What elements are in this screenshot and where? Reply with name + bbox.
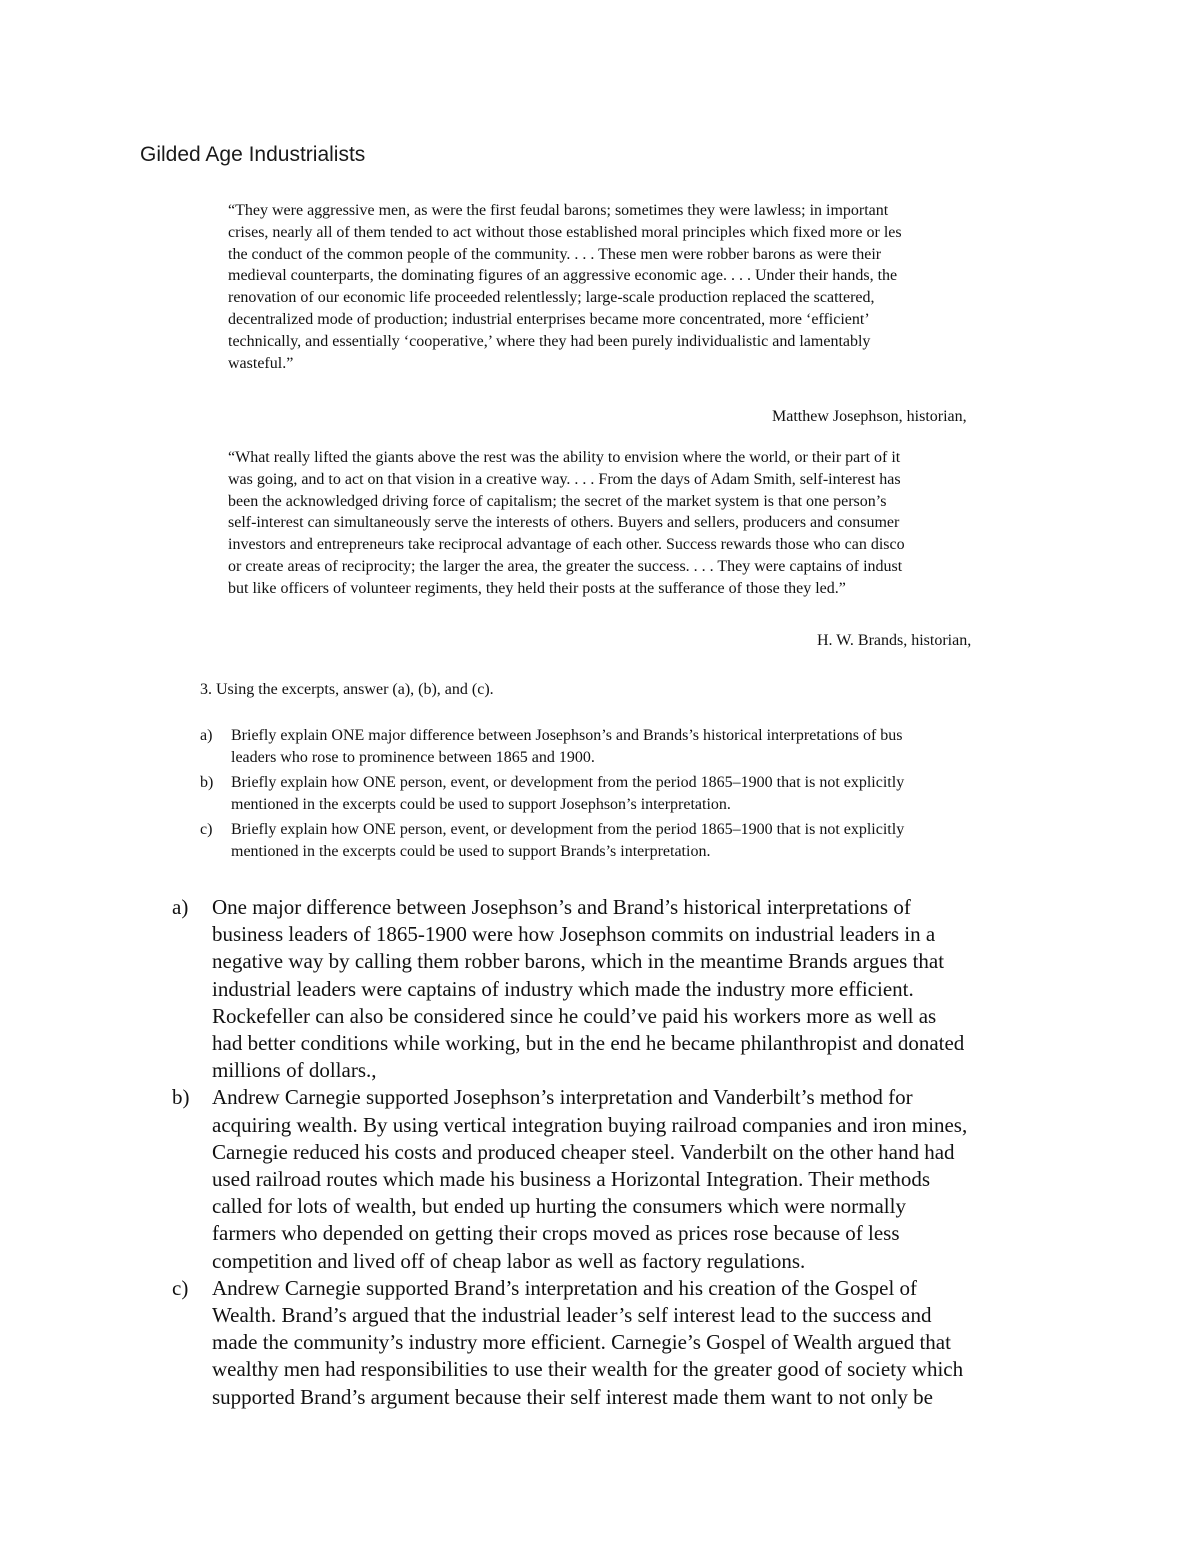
excerpt-line: “What really lifted the giants above the rest was the ability to envision where the world, or their part of it: [228, 449, 901, 466]
excerpt-line: but like officers of volunteer regiments, they held their posts at the sufferance of those they led.”: [228, 579, 846, 597]
prompt-a: [200, 725, 1004, 769]
excerpt-line: crises, nearly all of them tended to act without those established moral principles which fixed more or les: [228, 223, 902, 241]
excerpt-line: was going, and to act on that vision in a creative way. . . . From the days of Adam Smith, self-interest has: [228, 470, 901, 488]
answer-c: [172, 1275, 1072, 1411]
answer-b: [172, 1084, 1072, 1274]
prompt-marker: c): [200, 821, 213, 838]
excerpt-line: wasteful.”: [228, 354, 294, 372]
prompt-line: Briefly explain how ONE person, event, or development from the period 1865–1900 that is not explicitly: [231, 774, 905, 791]
answer-line: Andrew Carnegie supported Josephson’s interpretation and Vanderbilt’s method for: [212, 1085, 913, 1110]
answer-marker: c): [172, 1275, 189, 1300]
answer-line: competition and lived off of cheap labor as well as factory regulations.: [212, 1248, 806, 1273]
answer-line: had better conditions while working, but in the end he became philanthropist and donated: [212, 1031, 965, 1056]
answer-line: wealthy men had responsibilities to use their wealth for the greater good of society which: [212, 1357, 964, 1382]
question-prompts: [200, 725, 1004, 866]
answer-line: Wealth. Brand’s argued that the industrial leader’s self interest lead to the success and: [212, 1303, 932, 1328]
answer-list: [172, 894, 1072, 1411]
page-title: Gilded Age Industrialists: [140, 143, 366, 166]
answer-marker: a): [172, 895, 189, 919]
excerpt-line: technically, and essentially ‘cooperative,’ where they had been purely individualistic and lamentably: [228, 332, 871, 350]
excerpt-line: renovation of our economic life proceeded relentlessly; large-scale production replaced the scattered,: [228, 289, 875, 307]
answer-line: One major difference between Josephson’s and Brand’s historical interpretations of: [212, 895, 911, 919]
attribution-brands: H. W. Brands, historian,: [817, 632, 972, 649]
answer-line: business leaders of 1865-1900 were how Josephson commits on industrial leaders in a: [212, 922, 936, 947]
question-stem: 3. Using the excerpts, answer (a), (b), and (c).: [200, 681, 494, 698]
answer-marker: b): [172, 1085, 190, 1110]
answer-line: supported Brand’s argument because their self interest made them want to not only be: [212, 1384, 934, 1409]
excerpt-brands: [228, 447, 1004, 600]
prompt-line: Briefly explain how ONE person, event, or development from the period 1865–1900 that is not explicitly: [231, 821, 905, 838]
answer-line: negative way by calling them robber barons, which in the meantime Brands argues that: [212, 949, 945, 974]
excerpt-line: or create areas of reciprocity; the larger the area, the greater the success. . . . They were captains of indust: [228, 557, 903, 575]
answer-line: farmers who depended on getting their crops moved as prices rose because of less: [212, 1221, 900, 1246]
prompt-marker: a): [200, 727, 213, 744]
answer-line: Carnegie reduced his costs and produced cheaper steel. Vanderbilt on the other hand had: [212, 1139, 955, 1164]
excerpt-line: the conduct of the common people of the community. . . . These men were robber barons as were their: [228, 245, 882, 263]
prompt-b: [200, 772, 1004, 816]
answer-line: used railroad routes which made his business a Horizontal Integration. Their methods: [212, 1167, 931, 1192]
excerpt-line: been the acknowledged driving force of capitalism; the secret of the market system is that one person’s: [228, 492, 887, 510]
answer-line: acquiring wealth. By using vertical integration buying railroad companies and iron mines,: [212, 1112, 968, 1137]
prompt-marker: b): [200, 774, 214, 791]
answer-line: made the community’s industry more efficient. Carnegie’s Gospel of Wealth argued that: [212, 1330, 951, 1355]
prompt-c: [200, 819, 1004, 863]
excerpt-line: self-interest can simultaneously serve the interests of others. Buyers and sellers, producers and consumer: [228, 514, 900, 532]
excerpt-line: “They were aggressive men, as were the first feudal barons; sometimes they were lawless; in important: [228, 202, 889, 219]
answer-line: Rockefeller can also be considered since he could’ve paid his workers more as well as: [212, 1003, 937, 1028]
excerpt-line: medieval counterparts, the dominating figures of an aggressive economic age. . . . Under their hands, the: [228, 267, 898, 285]
answer-line: called for lots of wealth, but ended up hurting the consumers which were normally: [212, 1194, 906, 1219]
attribution-josephson: Matthew Josephson, historian,: [772, 408, 967, 425]
answer-line: industrial leaders were captains of industry which made the industry more efficient.: [212, 976, 914, 1001]
answer-a: [172, 894, 1072, 1084]
prompt-line: mentioned in the excerpts could be used to support Josephson’s interpretation.: [231, 796, 731, 813]
answer-line: Andrew Carnegie supported Brand’s interpretation and his creation of the Gospel of: [212, 1275, 918, 1300]
prompt-line: Briefly explain ONE major difference between Josephson’s and Brands’s historical interpretations of bus: [231, 727, 903, 744]
prompt-line: mentioned in the excerpts could be used to support Brands’s interpretation.: [231, 843, 711, 860]
answer-line: millions of dollars.,: [212, 1058, 377, 1083]
excerpt-line: decentralized mode of production; industrial enterprises became more concentrated, more ‘efficient’: [228, 310, 870, 328]
excerpt-line: investors and entrepreneurs take reciprocal advantage of each other. Success rewards those who can disco: [228, 536, 905, 554]
prompt-line: leaders who rose to prominence between 1865 and 1900.: [231, 749, 595, 766]
excerpt-josephson: [228, 200, 1004, 374]
